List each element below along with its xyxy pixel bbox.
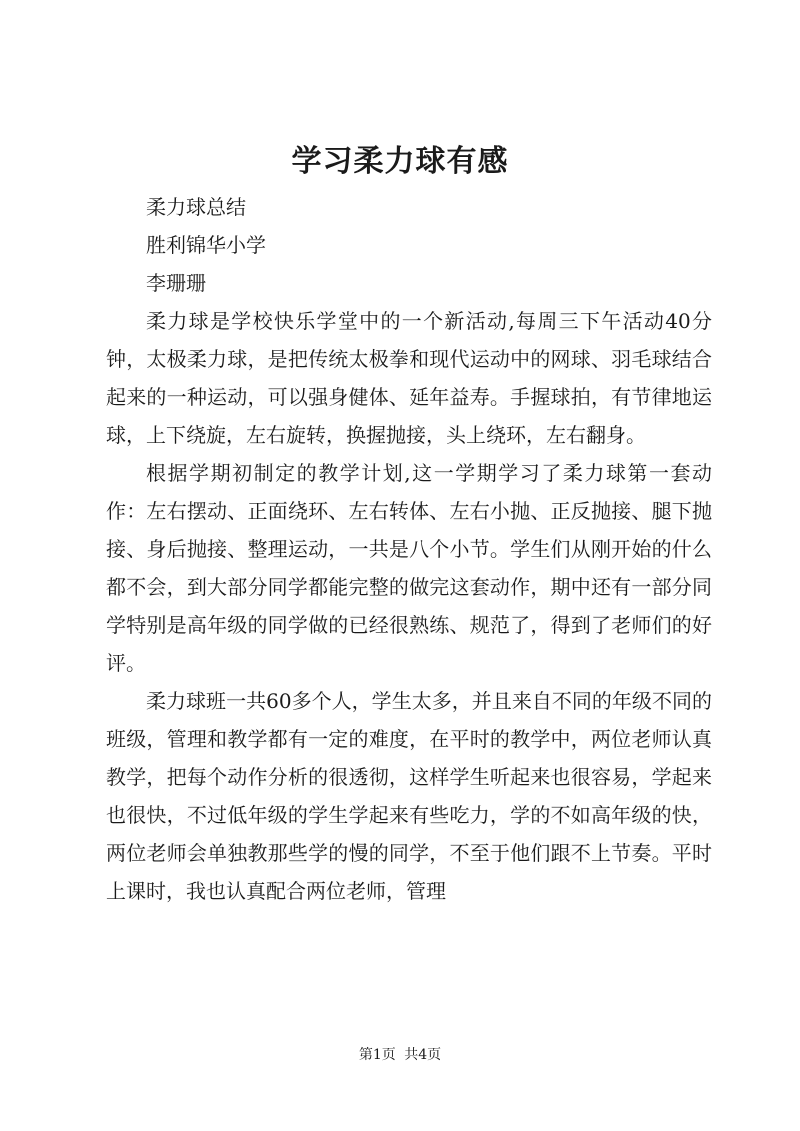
paragraph-school: 胜利锦华小学 <box>146 233 266 257</box>
page-number: 第1页 <box>358 1047 396 1063</box>
paragraph-author: 李珊珊 <box>146 271 206 295</box>
document-title: 学习柔力球有感 <box>291 144 509 179</box>
paragraph-subtitle: 柔力球总结 <box>146 195 246 219</box>
paragraph-intro: 柔力球是学校快乐学堂中的一个新活动,每周三下午活动40分钟，太极柔力球，是把传统太极拳和现代运动中的网球、羽毛球结合起来的一种运动，可以强身健体、延年益寿。手握球拍，有节律地运球，上下绕旋，左右旋转，换握抛接，头上绕环，左右翻身。 <box>106 309 712 447</box>
page-total: 共4页 <box>404 1047 442 1063</box>
paragraph-plan: 根据学期初制定的教学计划,这一学期学习了柔力球第一套动作：左右摆动、正面绕环、左右转体、左右小抛、正反抛接、腿下抛接、身后抛接、整理运动，一共是八个小节。学生们从刚开始的什么都不会，到大部分同学都能完整的做完这套动作，期中还有一部分同学特别是高年级的同学做的已经很熟练、规范了，得到了老师们的好评。 <box>106 461 712 675</box>
paragraph-class: 柔力球班一共60多个人，学生太多，并且来自不同的年级不同的班级，管理和教学都有一定的难度，在平时的教学中，两位老师认真教学，把每个动作分析的很透彻，这样学生听起来也很容易，学起来也很快，不过低年级的学生学起来有些吃力，学的不如高年级的快，两位老师会单独教那些学的慢的同学，不至于他们跟不上节奏。平时上课时，我也认真配合两位老师，管理 <box>106 689 712 903</box>
document-body <box>106 188 712 910</box>
page-footer <box>0 1045 800 1065</box>
